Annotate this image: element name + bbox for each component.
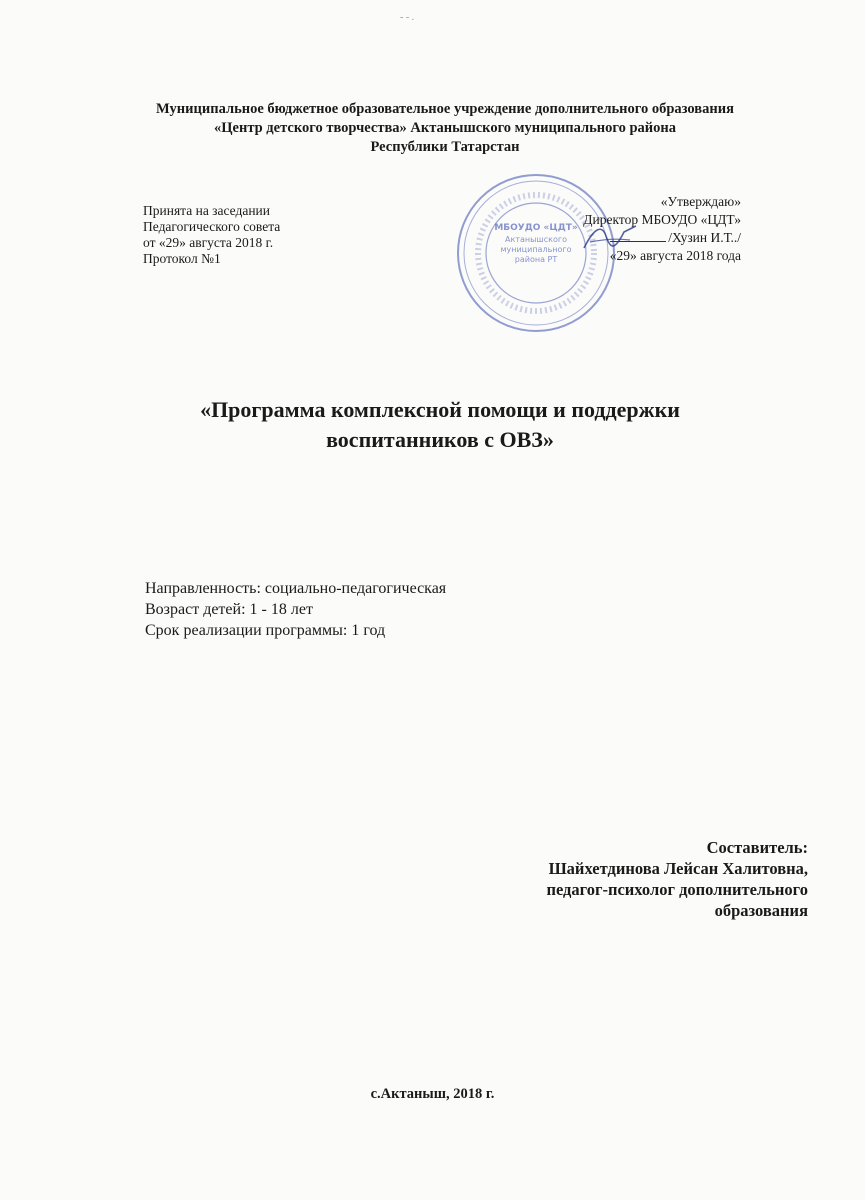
approved-line-1: «Утверждаю» [660, 194, 741, 209]
director-name: /Хузин И.Т../ [668, 230, 741, 245]
place-year: с.Актаныш, 2018 г. [370, 1086, 495, 1102]
author-position-1: педагог-психолог дополнительного [546, 880, 808, 899]
header-line-3: Республики Татарстан [370, 139, 520, 155]
approved-line-4: «29» августа 2018 года [609, 248, 741, 263]
title-line-1: «Программа комплексной помощи и поддержки [200, 397, 680, 422]
seal-text-1: МБОУДО «ЦДТ» [494, 223, 578, 233]
header-line-2: «Центр детского творчества» Актанышского муниципального района [214, 120, 676, 136]
program-term: Срок реализации программы: 1 год [145, 622, 386, 639]
program-title [100, 395, 780, 455]
header-line-1: Муниципальное бюджетное образовательное учреждение дополнительного образования [156, 101, 734, 117]
author-name: Шайхетдинова Лейсан Халитовна, [548, 859, 808, 878]
institution-header [60, 100, 830, 157]
adopted-line-1: Принята на заседании [143, 203, 271, 218]
author-position-2: образования [714, 901, 808, 920]
seal-text-4: района РТ [514, 255, 558, 264]
program-age: Возраст детей: 1 - 18 лет [145, 601, 313, 618]
adoption-block [143, 203, 280, 267]
author-label: Составитель: [706, 838, 808, 857]
seal-text-2: Актанышского [505, 235, 567, 244]
seal-text-3: муниципального [500, 245, 572, 254]
author-block [546, 837, 808, 921]
title-line-2: воспитанников с ОВЗ» [326, 427, 554, 452]
adopted-line-4: Протокол №1 [143, 251, 221, 266]
program-details [145, 578, 446, 641]
adopted-line-3: от «29» августа 2018 г. [143, 235, 274, 250]
program-direction: Направленность: социально-педагогическая [145, 580, 447, 597]
scan-speck: - - . [400, 12, 415, 23]
adopted-line-2: Педагогического совета [143, 219, 281, 234]
approved-line-2: Директор МБОУДО «ЦДТ» [583, 212, 741, 227]
handwritten-signature [580, 218, 640, 258]
